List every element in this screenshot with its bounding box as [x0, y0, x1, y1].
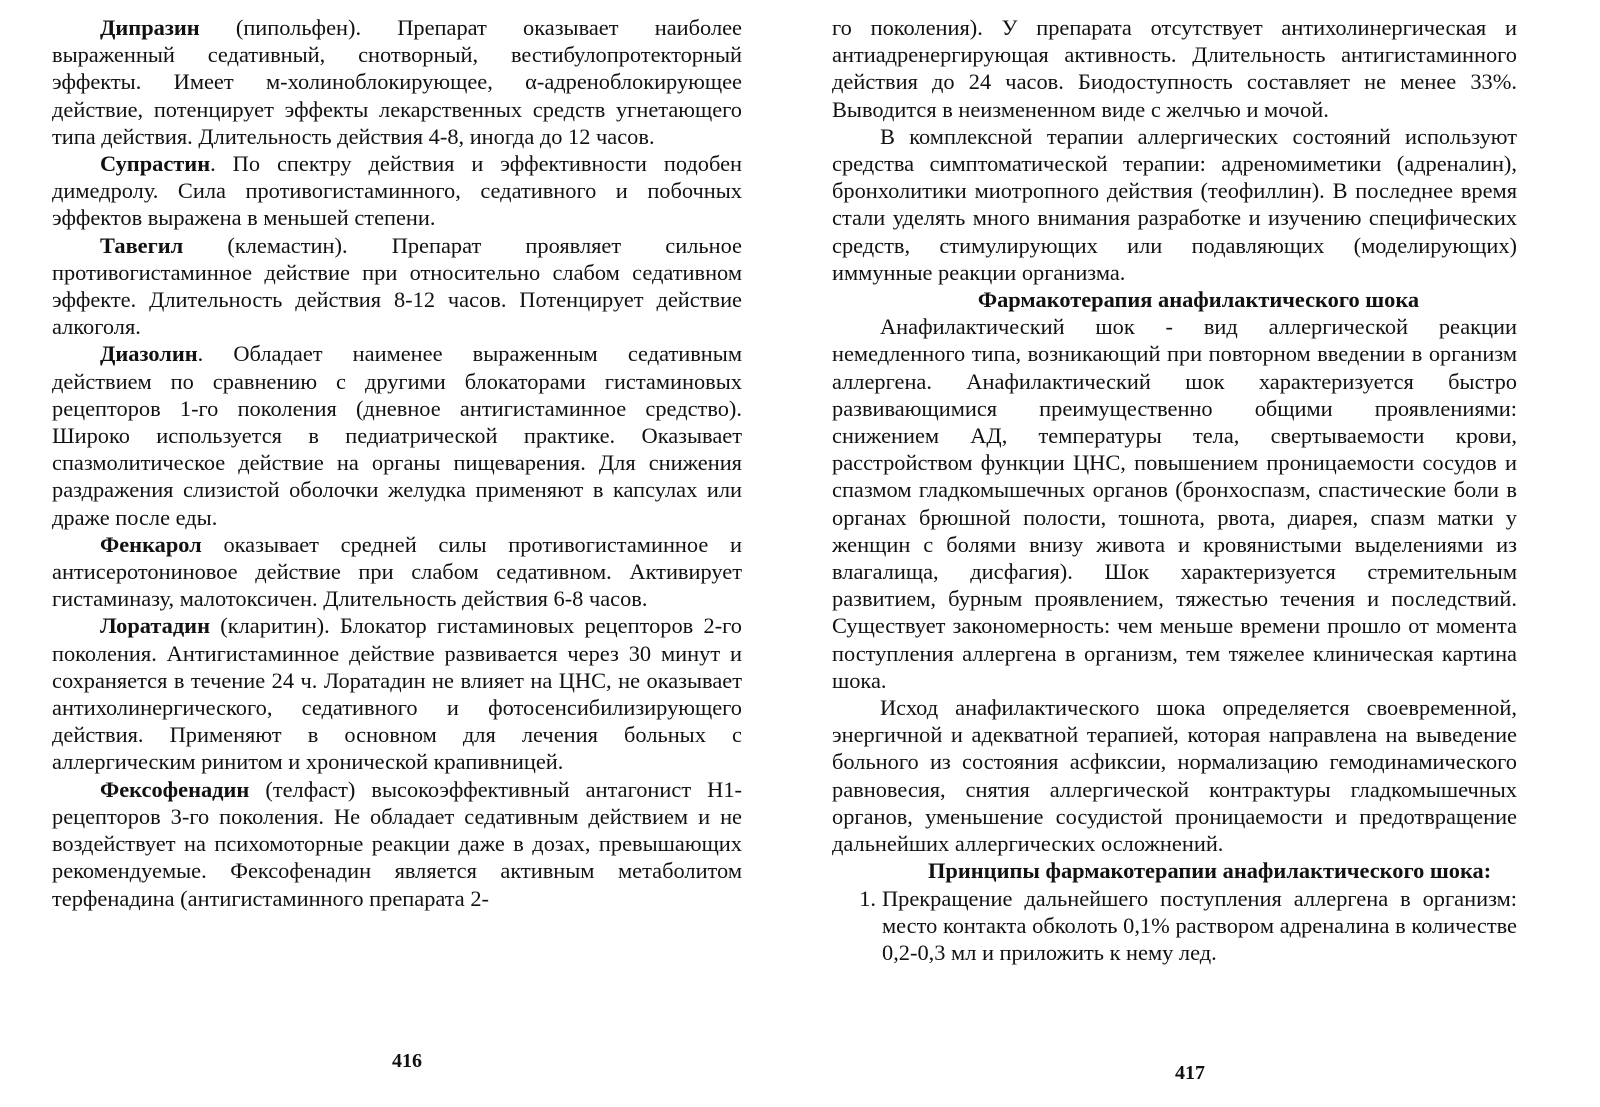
paragraph-loratadin — [52, 612, 742, 775]
principles-subheading: Принципы фармакотерапии анафилактического шока: — [928, 858, 1492, 884]
paragraph-suprastin — [52, 150, 742, 232]
drug-description: оказывает средней силы противогистаминное и антисеротониновое действие при слабом седативном. Активирует гистаминазу, малотоксичен. Длительность действия 6-8 часов. — [52, 531, 742, 612]
drug-term: Дипразин — [100, 15, 200, 40]
list-item — [832, 885, 1517, 967]
page-number: 416 — [392, 1050, 422, 1072]
drug-term: Фенкарол — [100, 531, 202, 557]
list-item-text: Прекращение дальнейшего поступления аллергена в организм: место контакта обколоть 0,1% раствором адреналина в количестве 0,2-0,3 мл и приложить к нему лед. — [882, 885, 1517, 965]
drug-description: . Обладает наименее выраженным седативным действием по сравнению с другими блокаторами гистаминовых рецепторов 1-го поколения (дневное антигистаминное средство). Широко используется в педиатрической практике. Оказывает спазмолитическое действие на органы пищеварения. Для снижения раздражения слизистой оболочки желудка применяют в капсулах или драже после еды. — [52, 341, 742, 530]
drug-term: Лоратадин — [100, 613, 210, 639]
paragraph-feksofenadin — [52, 776, 742, 912]
drug-description: (пипольфен). Препарат оказывает наиболее выраженный седативный, снотворный, вестибулопротекторный эффекты. Имеет м-холиноблокирующее, α-адреноблокирующее действие, потенцирует эффекты лекарственных средств угнетающего типа действия. Длительность действия 4-8, иногда до 12 часов. — [52, 15, 742, 149]
left-page — [52, 14, 742, 1104]
paragraph-symptomatic-therapy: В комплексной терапии аллергических состояний используют средства симптоматической терапии: адреномиметики (адреналин), бронхолитики миотропного действия (теофиллин). В последнее время стали уделять много внимания разработке и изучению специфических средств, стимулирующих или подавляющих (моделирующих) иммунные реакции организма. — [832, 123, 1517, 285]
section-heading: Фармакотерапия анафилактического шока — [977, 287, 1420, 313]
drug-description: (клемастин). Препарат проявляет сильное противогистаминное действие при относительно слабом седативном эффекте. Длительность действия 8-12 часов. Потенцирует действие алкоголя. — [52, 232, 742, 340]
paragraph-shock-outcome: Исход анафилактического шока определяется своевременной, энергичной и адекватной терапией, которая направлена на выведение больного из состояния асфиксии, нормализацию гемодинамического равновесия, снятия аллергической контрактуры гладкомышечных органов, уменьшение сосудистой проницаемости и предотвращение дальнейших аллергических осложнений. — [832, 695, 1517, 857]
paragraph-anaphylactic-shock: Анафилактический шок - вид аллергической реакции немедленного типа, возникающий при повторном введении в организм аллергена. Анафилактический шок характеризуется быстро развивающимися преимущественно общими проявлениями: снижением АД, температуры тела, свертываемости крови, расстройством функции ЦНС, повышением проницаемости сосудов и спазмом гладкомышечных органов (бронхоспазм, спастические боли в органах брюшной полости, тошнота, рвота, диарея, спазм матки у женщин с болями внизу живота и кровянистыми выделениями из влагалища, дисфагия). Шок характеризуется стремительным развитием, бурным проявлением, тяжестью течения и последствий. Существует закономерность: чем меньше времени прошло от момента поступления аллергена в организм, тем тяжелее клиническая картина шока. — [832, 314, 1517, 693]
drug-term: Тавегил — [100, 232, 184, 258]
paragraph-diprazin — [52, 14, 742, 150]
paragraph-fenkarol — [52, 531, 742, 613]
right-page — [832, 14, 1517, 1104]
paragraph-tavegil — [52, 232, 742, 341]
drug-description: . По спектру действия и эффективности подобен димедролу. Сила противогистаминного, седативного и побочных эффектов выражена в меньшей степени. — [52, 151, 742, 231]
list-item-number: 1. — [859, 885, 876, 911]
drug-description: (кларитин). Блокатор гистаминовых рецепторов 2-го поколения. Антигистаминное действие развивается через 30 минут и сохраняется в течение 24 ч. Лоратадин не влияет на ЦНС, не оказывает антихолинергического, седативного и фотосенсибилизирующего действия. Применяют в основном для лечения больных с аллергическим ринитом и хронической крапивницей. — [52, 613, 742, 775]
drug-term: Фексофенадин — [100, 776, 250, 802]
drug-description: (телфаст) высокоэффективный антагонист Н1-рецепторов 3-го поколения. Не обладает седативным действием и не воздействует на психомоторные реакции даже в дозах, превышающих рекомендуемые. Фексофенадин является активным метаболитом терфенадина (антигистаминного препарата 2- — [52, 776, 742, 911]
page-number: 417 — [1175, 1062, 1205, 1084]
drug-term: Диазолин — [100, 341, 198, 367]
drug-term: Супрастин — [100, 151, 211, 177]
paragraph-diazolin — [52, 340, 742, 530]
paragraph-continuation: го поколения). У препарата отсутствует антихолинергическая и антиадренергирующая активность. Длительность антигистаминного действия до 24 часов. Биодоступность составляет не менее 33%. Выводится в неизмененном виде с желчью и мочой. — [832, 15, 1517, 122]
